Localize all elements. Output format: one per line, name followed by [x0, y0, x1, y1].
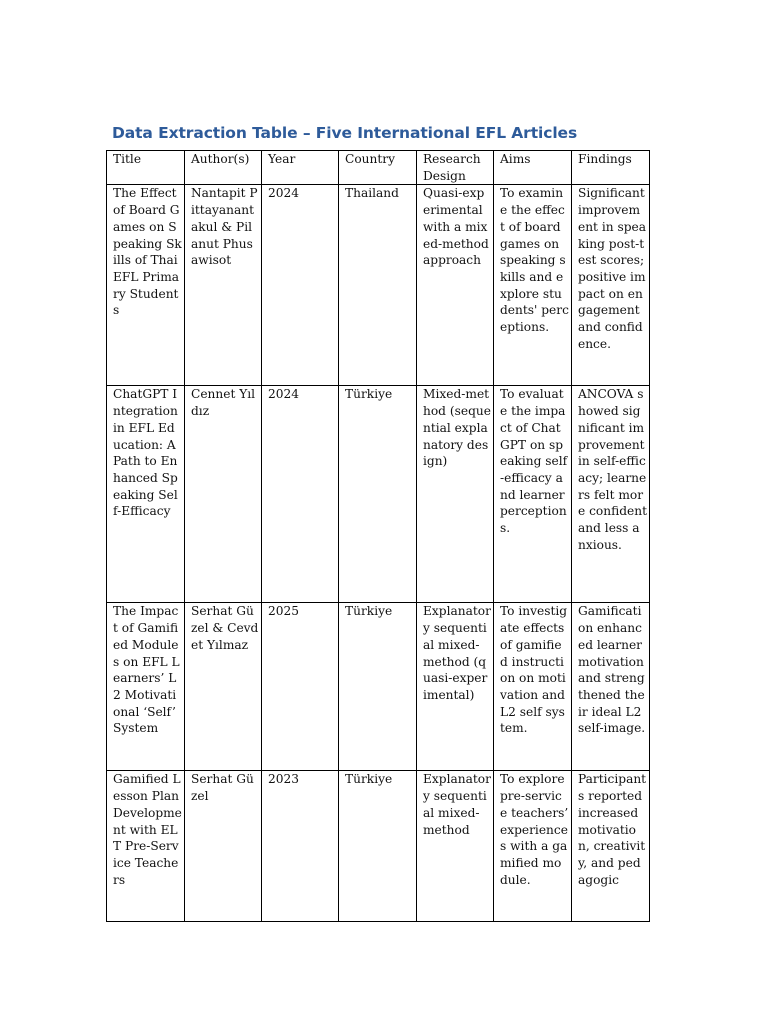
table-header-row [107, 151, 650, 185]
cell-title: The Effect of Board Games on Speaking Skills of Thai EFL Primary Students [107, 185, 185, 386]
cell-year: 2024 [262, 386, 339, 603]
cell-findings: ANCOVA showed significant improvement in self-efficacy; learners felt more confident and less anxious. [572, 386, 650, 603]
table-row [107, 185, 650, 386]
header-country: Country [339, 151, 417, 185]
data-extraction-table [106, 150, 650, 922]
cell-findings: Participants reported increased motivation, creativity, and pedagogic [572, 771, 650, 922]
cell-country: Türkiye [339, 603, 417, 771]
header-authors: Author(s) [185, 151, 262, 185]
cell-findings: Gamification enhanced learner motivation and strengthened their ideal L2 self-image. [572, 603, 650, 771]
cell-research-design: Explanatory sequential mixed-method [417, 771, 494, 922]
cell-title: ChatGPT Integration in EFL Education: A Path to Enhanced Speaking Self-Efficacy [107, 386, 185, 603]
cell-title: The Impact of Gamified Modules on EFL Learners’ L2 Motivational ‘Self’ System [107, 603, 185, 771]
table-row [107, 386, 650, 603]
cell-country: Türkiye [339, 771, 417, 922]
cell-country: Türkiye [339, 386, 417, 603]
cell-country: Thailand [339, 185, 417, 386]
header-findings: Findings [572, 151, 650, 185]
cell-aims: To evaluate the impact of ChatGPT on speaking self-efficacy and learner perceptions. [494, 386, 572, 603]
cell-authors: Serhat Güzel & Cevdet Yılmaz [185, 603, 262, 771]
cell-aims: To investigate effects of gamified instruction on motivation and L2 self system. [494, 603, 572, 771]
cell-aims: To examine the effect of board games on speaking skills and explore students' perceptions. [494, 185, 572, 386]
header-research-design: Research Design [417, 151, 494, 185]
cell-research-design: Explanatory sequential mixed-method (quasi-experimental) [417, 603, 494, 771]
table-row [107, 603, 650, 771]
cell-year: 2024 [262, 185, 339, 386]
header-title: Title [107, 151, 185, 185]
table-row [107, 771, 650, 922]
cell-authors: Nantapit Pittayanantakul & Pilanut Phusawisot [185, 185, 262, 386]
cell-year: 2025 [262, 603, 339, 771]
header-aims: Aims [494, 151, 572, 185]
cell-aims: To explore pre-service teachers’ experiences with a gamified module. [494, 771, 572, 922]
cell-authors: Cennet Yıldız [185, 386, 262, 603]
cell-findings: Significant improvement in speaking post-test scores; positive impact on engagement and confidence. [572, 185, 650, 386]
cell-title: Gamified Lesson Plan Development with ELT Pre-Service Teachers [107, 771, 185, 922]
header-year: Year [262, 151, 339, 185]
cell-research-design: Mixed-method (sequential explanatory design) [417, 386, 494, 603]
cell-authors: Serhat Güzel [185, 771, 262, 922]
document-title: Data Extraction Table – Five International EFL Articles [112, 124, 578, 142]
cell-research-design: Quasi-experimental with a mixed-method approach [417, 185, 494, 386]
cell-year: 2023 [262, 771, 339, 922]
